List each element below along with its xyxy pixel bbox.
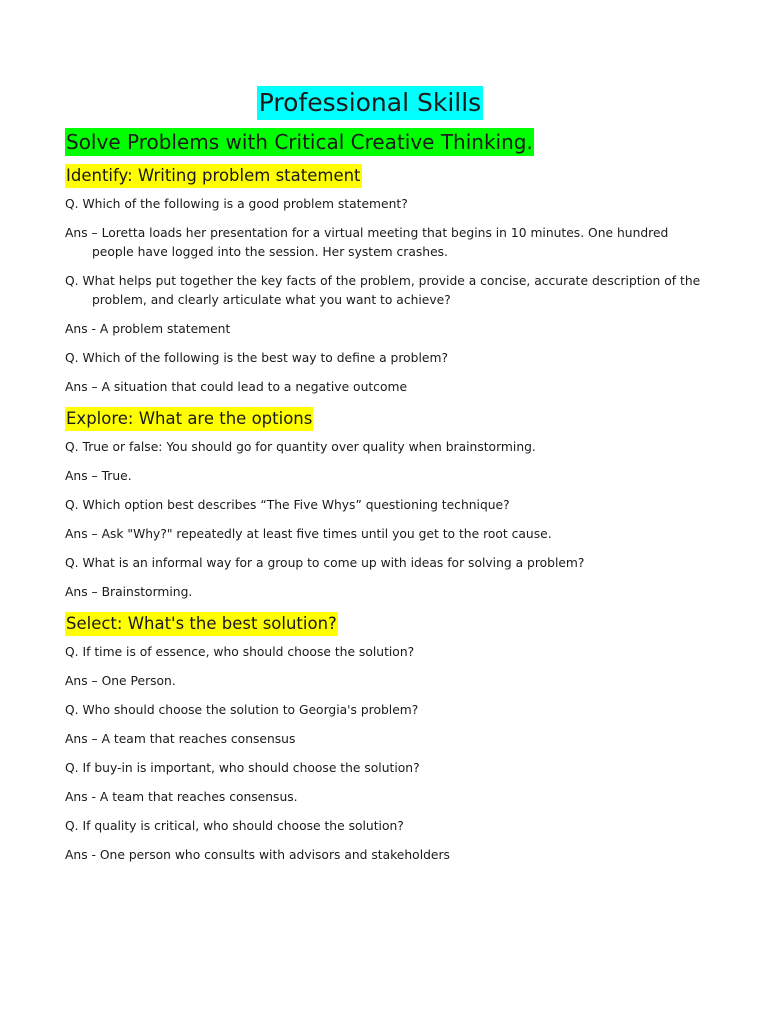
- answer: Ans – Brainstorming.: [65, 585, 193, 599]
- question: Q. What helps put together the key facts of the problem, provide a concise, accurate description of the problem, and clearly articulate what you want to achieve?: [65, 274, 701, 307]
- answer: Ans - A team that reaches consensus.: [65, 790, 298, 804]
- answer: Ans - One person who consults with advisors and stakeholders: [65, 848, 450, 862]
- answer: Ans – True.: [65, 469, 132, 483]
- document-page: [65, 86, 705, 875]
- question: Q. If quality is critical, who should choose the solution?: [65, 819, 404, 833]
- answer: Ans – Loretta loads her presentation for a virtual meeting that begins in 10 minutes. One hundred people have logged into the session. Her system crashes.: [65, 226, 669, 259]
- answer: Ans – A team that reaches consensus: [65, 732, 296, 746]
- subtitle-wrap: [65, 128, 705, 164]
- answer: Ans – One Person.: [65, 674, 176, 688]
- question: Q. Which option best describes “The Five Whys” questioning technique?: [65, 498, 510, 512]
- question: Q. If time is of essence, who should choose the solution?: [65, 645, 415, 659]
- section-heading: Explore: What are the options: [65, 407, 313, 431]
- document-subtitle: Solve Problems with Critical Creative Thinking.: [66, 130, 533, 154]
- section-select: [65, 612, 705, 865]
- question: Q. True or false: You should go for quantity over quality when brainstorming.: [65, 440, 536, 454]
- question: Q. Which of the following is the best way to define a problem?: [65, 351, 448, 365]
- question: Q. What is an informal way for a group to come up with ideas for solving a problem?: [65, 556, 585, 570]
- question: Q. Which of the following is a good problem statement?: [65, 197, 408, 211]
- answer: Ans – A situation that could lead to a negative outcome: [65, 380, 408, 394]
- answer: Ans – Ask "Why?" repeatedly at least five times until you get to the root cause.: [65, 527, 552, 541]
- answer: Ans - A problem statement: [65, 322, 231, 336]
- section-heading: Identify: Writing problem statement: [65, 164, 362, 188]
- question: Q. If buy-in is important, who should choose the solution?: [65, 761, 420, 775]
- question: Q. Who should choose the solution to Georgia's problem?: [65, 703, 419, 717]
- section-heading: Select: What's the best solution?: [65, 612, 338, 636]
- section-identify: [65, 164, 705, 397]
- title-wrap: [65, 86, 705, 120]
- section-explore: [65, 407, 705, 602]
- document-title: Professional Skills: [257, 86, 483, 120]
